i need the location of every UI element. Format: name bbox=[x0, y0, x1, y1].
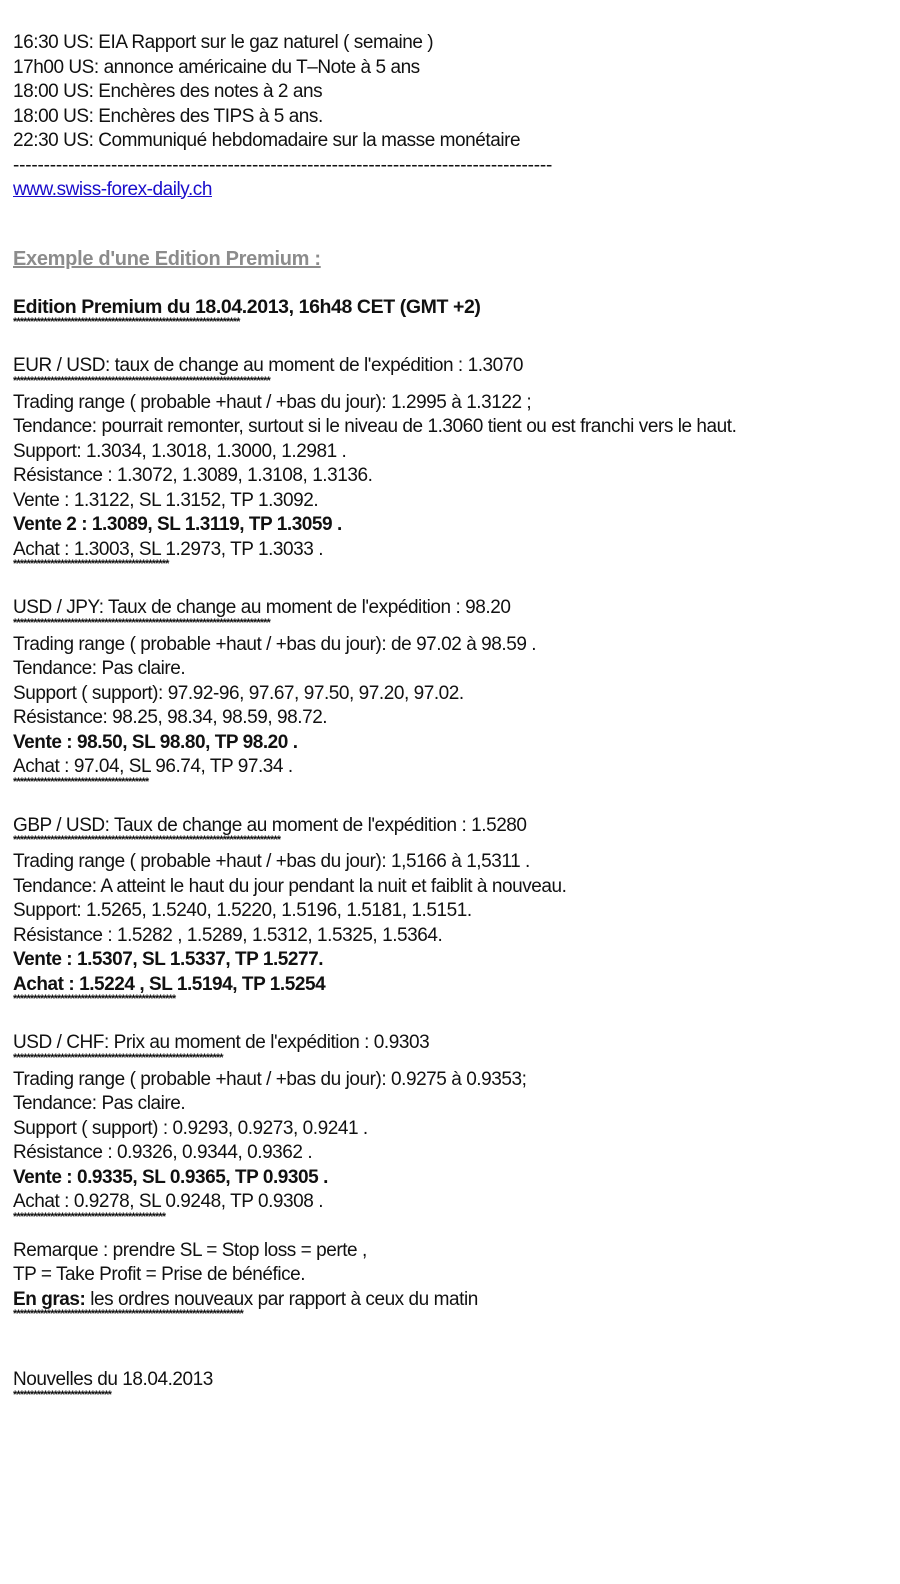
trend: Tendance: Pas claire. bbox=[13, 1093, 186, 1114]
star-separator: ******************************************************************* bbox=[13, 316, 240, 328]
calendar-item: 17h00 US: annonce américaine du T–Note à 5 ans bbox=[13, 56, 420, 78]
star-separator: ************************************************ bbox=[13, 993, 176, 1005]
buy-order: Achat : 1.3003, SL 1.2973, TP 1.3033 . bbox=[13, 538, 324, 560]
resistance-levels: Résistance: 98.25, 98.34, 98.59, 98.72. bbox=[13, 707, 328, 728]
star-separator: ***************************** bbox=[13, 1388, 112, 1401]
website-link[interactable]: www.swiss-forex-daily.ch bbox=[13, 178, 212, 200]
trend: Tendance: pourrait remonter, surtout si le niveau de 1.3060 tient ou est franchi vers le haut. bbox=[13, 416, 737, 437]
news-title: Nouvelles du 18.04.2013 bbox=[13, 1369, 213, 1390]
support-levels: Support ( support): 97.92-96, 97.67, 97.50, 97.20, 97.02. bbox=[13, 682, 464, 704]
trend: Tendance: Pas claire. bbox=[13, 658, 186, 679]
resistance-levels: Résistance : 1.5282 , 1.5289, 1.5312, 1.5325, 1.5364. bbox=[13, 924, 443, 946]
trading-range: Trading range ( probable +haut / +bas du jour): 1,5166 à 1,5311 . bbox=[13, 851, 530, 872]
buy-order: Achat : 1.5224 , SL 1.5194, TP 1.5254 bbox=[13, 973, 326, 995]
section-title: EUR / USD: taux de change au moment de l'expédition : 1.3070 bbox=[13, 355, 524, 376]
section-usdjpy bbox=[13, 596, 900, 788]
support-levels: Support: 1.5265, 1.5240, 1.5220, 1.5196, 1.5181, 1.5151. bbox=[13, 900, 472, 921]
star-separator: ******************************************************************** bbox=[13, 1308, 243, 1320]
remarks bbox=[13, 1239, 900, 1321]
resistance-levels: Résistance : 1.3072, 1.3089, 1.3108, 1.3136. bbox=[13, 465, 373, 486]
buy-order: Achat : 0.9278, SL 0.9248, TP 0.9308 . bbox=[13, 1191, 324, 1212]
economic-calendar bbox=[13, 31, 900, 154]
calendar-item: 18:00 US: Enchères des notes à 2 ans bbox=[13, 81, 323, 102]
sell-order: Vente : 1.5307, SL 1.5337, TP 1.5277. bbox=[13, 949, 324, 970]
sell-order: Vente : 0.9335, SL 0.9365, TP 0.9305 . bbox=[13, 1166, 328, 1188]
star-separator: ******************************************************************************* bbox=[13, 834, 281, 846]
star-separator: ************************************************************** bbox=[13, 1051, 223, 1064]
resistance-levels: Résistance : 0.9326, 0.9344, 0.9362 . bbox=[13, 1142, 313, 1163]
buy-order: Achat : 97.04, SL 96.74, TP 97.34 . bbox=[13, 756, 293, 777]
bold-note-text: les ordres nouveaux par rapport à ceux du matin bbox=[85, 1288, 478, 1310]
edition-title: Edition Premium du 18.04.2013, 16h48 CET (GMT +2) bbox=[13, 296, 481, 318]
support-levels: Support: 1.3034, 1.3018, 1.3000, 1.2981 . bbox=[13, 440, 347, 462]
dashed-separator: ---------------------------------------------------------------------------------------- bbox=[13, 154, 553, 176]
calendar-item: 16:30 US: EIA Rapport sur le gaz naturel ( semaine ) bbox=[13, 32, 434, 53]
star-separator: **************************************************************************** bbox=[13, 374, 270, 387]
trading-range: Trading range ( probable +haut / +bas du jour): 1.2995 à 1.3122 ; bbox=[13, 391, 532, 413]
star-separator: **************************************** bbox=[13, 775, 149, 788]
section-usdchf bbox=[13, 1031, 900, 1223]
sell-order: Vente : 1.3122, SL 1.3152, TP 1.3092. bbox=[13, 489, 319, 511]
remark-line: Remarque : prendre SL = Stop loss = perte , bbox=[13, 1239, 367, 1261]
section-title: USD / CHF: Prix au moment de l'expédition : 0.9303 bbox=[13, 1032, 430, 1053]
star-separator: ********************************************* bbox=[13, 1210, 166, 1223]
remark-line: TP = Take Profit = Prise de bénéfice. bbox=[13, 1264, 306, 1285]
trading-range: Trading range ( probable +haut / +bas du jour): de 97.02 à 98.59 . bbox=[13, 633, 537, 655]
sell-order: Vente : 98.50, SL 98.80, TP 98.20 . bbox=[13, 731, 298, 753]
star-separator: ********************************************** bbox=[13, 558, 169, 570]
trend: Tendance: A atteint le haut du jour pendant la nuit et faiblit à nouveau. bbox=[13, 875, 567, 897]
trading-range: Trading range ( probable +haut / +bas du jour): 0.9275 à 0.9353; bbox=[13, 1068, 527, 1090]
sell-order-2: Vente 2 : 1.3089, SL 1.3119, TP 1.3059 . bbox=[13, 514, 342, 535]
calendar-item: 22:30 US: Communiqué hebdomadaire sur la masse monétaire bbox=[13, 130, 521, 151]
section-gbpusd bbox=[13, 814, 900, 1006]
star-separator: **************************************************************************** bbox=[13, 616, 270, 629]
support-levels: Support ( support) : 0.9293, 0.9273, 0.9241 . bbox=[13, 1117, 368, 1139]
section-eurusd bbox=[13, 354, 900, 570]
section-title: USD / JPY: Taux de change au moment de l'expédition : 98.20 bbox=[13, 597, 511, 618]
section-title: GBP / USD: Taux de change au moment de l'expédition : 1.5280 bbox=[13, 814, 527, 836]
bold-label: En gras: bbox=[13, 1288, 86, 1310]
calendar-item: 18:00 US: Enchères des TIPS à 5 ans. bbox=[13, 105, 323, 127]
premium-example-heading: Exemple d'une Edition Premium : bbox=[13, 248, 321, 270]
